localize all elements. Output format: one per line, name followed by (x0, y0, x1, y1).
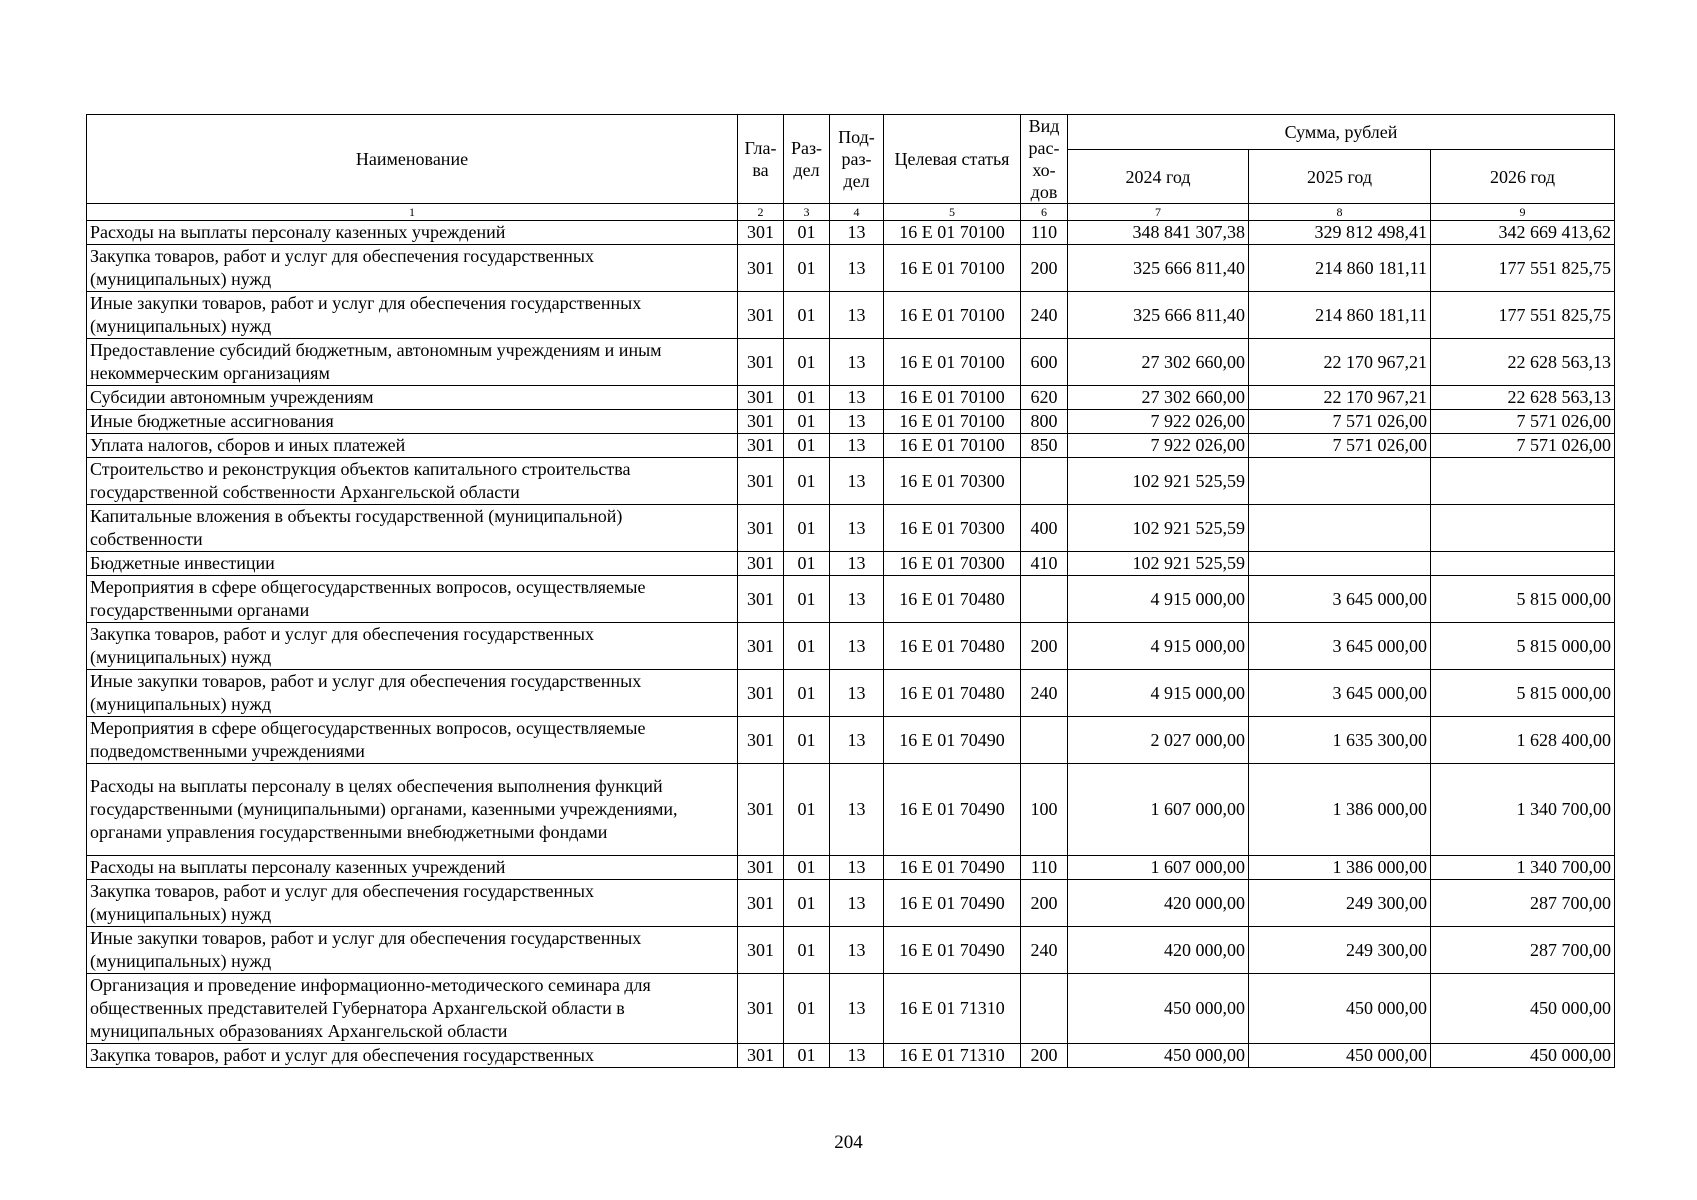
row-sum-2026: 177 551 825,75 (1431, 292, 1615, 339)
row-glava: 301 (738, 221, 784, 245)
row-name: Закупка товаров, работ и услуг для обеспечения государственных (муниципальных) нужд (87, 880, 738, 927)
row-name: Капитальные вложения в объекты государственной (муниципальной) собственности (87, 505, 738, 552)
column-number: 3 (784, 204, 830, 221)
row-tselevaya-statya: 16 Е 01 71310 (884, 1044, 1021, 1068)
header-year-2026: 2026 год (1431, 150, 1615, 204)
row-glava: 301 (738, 552, 784, 576)
row-razdel: 01 (784, 458, 830, 505)
row-glava: 301 (738, 974, 784, 1044)
row-razdel: 01 (784, 880, 830, 927)
row-name: Организация и проведение информационно-методического семинара для общественных представителей Губернатора Архангельской области в муниципальных образованиях Архангельской области (87, 974, 738, 1044)
table-row (87, 245, 1615, 292)
row-name: Иные закупки товаров, работ и услуг для обеспечения государственных (муниципальных) нужд (87, 927, 738, 974)
row-podrazdel: 13 (830, 927, 884, 974)
column-number: 5 (884, 204, 1021, 221)
column-number: 2 (738, 204, 784, 221)
table-body (87, 221, 1615, 1068)
column-number: 1 (87, 204, 738, 221)
row-razdel: 01 (784, 505, 830, 552)
row-sum-2024: 325 666 811,40 (1068, 245, 1249, 292)
row-sum-2024: 450 000,00 (1068, 1044, 1249, 1068)
row-tselevaya-statya: 16 Е 01 70490 (884, 927, 1021, 974)
row-sum-2025: 450 000,00 (1249, 974, 1431, 1044)
row-tselevaya-statya: 16 Е 01 70480 (884, 670, 1021, 717)
row-glava: 301 (738, 410, 784, 434)
row-sum-2026: 5 815 000,00 (1431, 670, 1615, 717)
table-row (87, 717, 1615, 764)
row-tselevaya-statya: 16 Е 01 70480 (884, 576, 1021, 623)
row-sum-2025 (1249, 505, 1431, 552)
row-vid-rashodov: 410 (1021, 552, 1068, 576)
table-row (87, 292, 1615, 339)
row-tselevaya-statya: 16 Е 01 70100 (884, 410, 1021, 434)
row-tselevaya-statya: 16 Е 01 70300 (884, 458, 1021, 505)
row-sum-2025: 7 571 026,00 (1249, 434, 1431, 458)
row-sum-2024: 325 666 811,40 (1068, 292, 1249, 339)
row-sum-2025: 22 170 967,21 (1249, 386, 1431, 410)
row-vid-rashodov: 240 (1021, 670, 1068, 717)
row-vid-rashodov (1021, 717, 1068, 764)
row-glava: 301 (738, 386, 784, 410)
row-podrazdel: 13 (830, 880, 884, 927)
row-sum-2024: 348 841 307,38 (1068, 221, 1249, 245)
row-sum-2026 (1431, 552, 1615, 576)
table-row (87, 856, 1615, 880)
row-sum-2024: 7 922 026,00 (1068, 410, 1249, 434)
row-podrazdel: 13 (830, 717, 884, 764)
row-podrazdel: 13 (830, 974, 884, 1044)
row-vid-rashodov: 620 (1021, 386, 1068, 410)
row-sum-2025: 329 812 498,41 (1249, 221, 1431, 245)
row-podrazdel: 13 (830, 764, 884, 856)
row-tselevaya-statya: 16 Е 01 70100 (884, 386, 1021, 410)
row-podrazdel: 13 (830, 434, 884, 458)
row-tselevaya-statya: 16 Е 01 70100 (884, 245, 1021, 292)
row-name: Субсидии автономным учреждениям (87, 386, 738, 410)
row-sum-2026: 7 571 026,00 (1431, 410, 1615, 434)
row-sum-2024: 102 921 525,59 (1068, 458, 1249, 505)
table-row (87, 552, 1615, 576)
row-name: Закупка товаров, работ и услуг для обеспечения государственных (муниципальных) нужд (87, 623, 738, 670)
row-tselevaya-statya: 16 Е 01 70100 (884, 339, 1021, 386)
row-razdel: 01 (784, 856, 830, 880)
table-row (87, 1044, 1615, 1068)
row-vid-rashodov: 240 (1021, 927, 1068, 974)
row-razdel: 01 (784, 221, 830, 245)
row-sum-2025: 3 645 000,00 (1249, 670, 1431, 717)
row-sum-2025: 1 635 300,00 (1249, 717, 1431, 764)
row-vid-rashodov: 110 (1021, 856, 1068, 880)
header-razdel: Раз-дел (784, 115, 830, 204)
row-podrazdel: 13 (830, 221, 884, 245)
row-sum-2026: 5 815 000,00 (1431, 576, 1615, 623)
row-glava: 301 (738, 245, 784, 292)
row-razdel: 01 (784, 434, 830, 458)
row-tselevaya-statya: 16 Е 01 70100 (884, 434, 1021, 458)
row-glava: 301 (738, 856, 784, 880)
row-sum-2025: 1 386 000,00 (1249, 856, 1431, 880)
row-sum-2024: 4 915 000,00 (1068, 670, 1249, 717)
table-row (87, 764, 1615, 856)
row-tselevaya-statya: 16 Е 01 70300 (884, 505, 1021, 552)
row-podrazdel: 13 (830, 1044, 884, 1068)
row-glava: 301 (738, 505, 784, 552)
row-vid-rashodov: 850 (1021, 434, 1068, 458)
row-podrazdel: 13 (830, 292, 884, 339)
header-podrazdel: Под-раз-дел (830, 115, 884, 204)
row-vid-rashodov: 200 (1021, 880, 1068, 927)
row-name: Расходы на выплаты персоналу казенных учреждений (87, 856, 738, 880)
row-sum-2025: 1 386 000,00 (1249, 764, 1431, 856)
column-number: 7 (1068, 204, 1249, 221)
row-sum-2024: 27 302 660,00 (1068, 386, 1249, 410)
row-razdel: 01 (784, 764, 830, 856)
row-razdel: 01 (784, 410, 830, 434)
row-glava: 301 (738, 717, 784, 764)
row-razdel: 01 (784, 386, 830, 410)
row-sum-2026: 287 700,00 (1431, 927, 1615, 974)
header-name: Наименование (87, 115, 738, 204)
row-podrazdel: 13 (830, 386, 884, 410)
row-podrazdel: 13 (830, 552, 884, 576)
table-row (87, 880, 1615, 927)
row-razdel: 01 (784, 927, 830, 974)
row-sum-2025: 450 000,00 (1249, 1044, 1431, 1068)
row-vid-rashodov (1021, 974, 1068, 1044)
row-tselevaya-statya: 16 Е 01 70100 (884, 221, 1021, 245)
row-glava: 301 (738, 670, 784, 717)
table-row (87, 670, 1615, 717)
row-tselevaya-statya: 16 Е 01 70100 (884, 292, 1021, 339)
row-sum-2026: 1 340 700,00 (1431, 856, 1615, 880)
row-vid-rashodov: 100 (1021, 764, 1068, 856)
row-sum-2025: 214 860 181,11 (1249, 245, 1431, 292)
row-glava: 301 (738, 292, 784, 339)
row-razdel: 01 (784, 623, 830, 670)
row-sum-2026: 342 669 413,62 (1431, 221, 1615, 245)
row-sum-2026: 177 551 825,75 (1431, 245, 1615, 292)
row-name: Закупка товаров, работ и услуг для обеспечения государственных (муниципальных) нужд (87, 245, 738, 292)
table-row (87, 221, 1615, 245)
row-podrazdel: 13 (830, 576, 884, 623)
row-name: Иные закупки товаров, работ и услуг для обеспечения государственных (муниципальных) нужд (87, 670, 738, 717)
row-podrazdel: 13 (830, 623, 884, 670)
row-razdel: 01 (784, 292, 830, 339)
row-podrazdel: 13 (830, 245, 884, 292)
row-vid-rashodov: 400 (1021, 505, 1068, 552)
row-podrazdel: 13 (830, 339, 884, 386)
row-vid-rashodov: 200 (1021, 1044, 1068, 1068)
row-sum-2024: 7 922 026,00 (1068, 434, 1249, 458)
row-sum-2026: 5 815 000,00 (1431, 623, 1615, 670)
row-name: Строительство и реконструкция объектов капитального строительства государственной собственности Архангельской области (87, 458, 738, 505)
table-row (87, 339, 1615, 386)
row-name: Бюджетные инвестиции (87, 552, 738, 576)
row-sum-2024: 2 027 000,00 (1068, 717, 1249, 764)
row-sum-2024: 102 921 525,59 (1068, 552, 1249, 576)
row-glava: 301 (738, 434, 784, 458)
row-razdel: 01 (784, 1044, 830, 1068)
row-sum-2025: 22 170 967,21 (1249, 339, 1431, 386)
row-name: Мероприятия в сфере общегосударственных вопросов, осуществляемые подведомственными учреждениями (87, 717, 738, 764)
row-sum-2025: 7 571 026,00 (1249, 410, 1431, 434)
row-sum-2026: 1 628 400,00 (1431, 717, 1615, 764)
row-vid-rashodov: 240 (1021, 292, 1068, 339)
table-row (87, 927, 1615, 974)
row-sum-2025: 3 645 000,00 (1249, 576, 1431, 623)
row-sum-2024: 420 000,00 (1068, 927, 1249, 974)
column-number: 8 (1249, 204, 1431, 221)
table-row (87, 410, 1615, 434)
row-sum-2026: 450 000,00 (1431, 1044, 1615, 1068)
table-row (87, 974, 1615, 1044)
row-name: Уплата налогов, сборов и иных платежей (87, 434, 738, 458)
row-razdel: 01 (784, 717, 830, 764)
row-glava: 301 (738, 880, 784, 927)
row-podrazdel: 13 (830, 856, 884, 880)
row-podrazdel: 13 (830, 505, 884, 552)
row-sum-2025: 214 860 181,11 (1249, 292, 1431, 339)
header-vid-rashodov: Вид рас-хо-дов (1021, 115, 1068, 204)
row-sum-2026: 22 628 563,13 (1431, 386, 1615, 410)
row-vid-rashodov (1021, 576, 1068, 623)
header-glava: Гла-ва (738, 115, 784, 204)
row-vid-rashodov: 200 (1021, 245, 1068, 292)
row-sum-2026: 287 700,00 (1431, 880, 1615, 927)
row-sum-2026: 450 000,00 (1431, 974, 1615, 1044)
header-year-2025: 2025 год (1249, 150, 1431, 204)
row-sum-2026 (1431, 458, 1615, 505)
row-razdel: 01 (784, 245, 830, 292)
row-podrazdel: 13 (830, 670, 884, 717)
row-name: Иные бюджетные ассигнования (87, 410, 738, 434)
row-vid-rashodov: 600 (1021, 339, 1068, 386)
header-year-2024: 2024 год (1068, 150, 1249, 204)
row-sum-2025: 249 300,00 (1249, 927, 1431, 974)
row-razdel: 01 (784, 670, 830, 717)
row-name: Предоставление субсидий бюджетным, автономным учреждениям и иным некоммерческим организациям (87, 339, 738, 386)
row-sum-2026: 7 571 026,00 (1431, 434, 1615, 458)
row-glava: 301 (738, 764, 784, 856)
row-name: Мероприятия в сфере общегосударственных вопросов, осуществляемые государственными органами (87, 576, 738, 623)
row-vid-rashodov: 200 (1021, 623, 1068, 670)
row-razdel: 01 (784, 576, 830, 623)
table-row (87, 505, 1615, 552)
row-name: Иные закупки товаров, работ и услуг для обеспечения государственных (муниципальных) нужд (87, 292, 738, 339)
row-tselevaya-statya: 16 Е 01 70300 (884, 552, 1021, 576)
row-razdel: 01 (784, 339, 830, 386)
row-glava: 301 (738, 458, 784, 505)
row-sum-2024: 102 921 525,59 (1068, 505, 1249, 552)
table-row (87, 458, 1615, 505)
row-tselevaya-statya: 16 Е 01 70490 (884, 856, 1021, 880)
row-podrazdel: 13 (830, 458, 884, 505)
row-podrazdel: 13 (830, 410, 884, 434)
header-tselevaya-statya: Целевая статья (884, 115, 1021, 204)
row-glava: 301 (738, 927, 784, 974)
row-sum-2024: 4 915 000,00 (1068, 576, 1249, 623)
row-tselevaya-statya: 16 Е 01 71310 (884, 974, 1021, 1044)
row-tselevaya-statya: 16 Е 01 70480 (884, 623, 1021, 670)
column-number-row (87, 204, 1615, 221)
row-name: Закупка товаров, работ и услуг для обеспечения государственных (87, 1044, 738, 1068)
row-glava: 301 (738, 1044, 784, 1068)
row-glava: 301 (738, 576, 784, 623)
row-sum-2024: 4 915 000,00 (1068, 623, 1249, 670)
row-razdel: 01 (784, 974, 830, 1044)
row-sum-2024: 1 607 000,00 (1068, 764, 1249, 856)
row-sum-2026: 22 628 563,13 (1431, 339, 1615, 386)
row-sum-2025: 3 645 000,00 (1249, 623, 1431, 670)
row-name: Расходы на выплаты персоналу казенных учреждений (87, 221, 738, 245)
row-sum-2024: 450 000,00 (1068, 974, 1249, 1044)
budget-table (86, 114, 1615, 1068)
row-tselevaya-statya: 16 Е 01 70490 (884, 717, 1021, 764)
row-tselevaya-statya: 16 Е 01 70490 (884, 764, 1021, 856)
row-glava: 301 (738, 623, 784, 670)
row-sum-2025 (1249, 552, 1431, 576)
row-sum-2024: 27 302 660,00 (1068, 339, 1249, 386)
row-name: Расходы на выплаты персоналу в целях обеспечения выполнения функций государственными (муниципальными) органами, казенными учреждениями, органами управления государственными внебюджетными фондами (87, 764, 738, 856)
row-sum-2024: 420 000,00 (1068, 880, 1249, 927)
row-sum-2026: 1 340 700,00 (1431, 764, 1615, 856)
table-row (87, 434, 1615, 458)
row-vid-rashodov (1021, 458, 1068, 505)
row-razdel: 01 (784, 552, 830, 576)
row-sum-2025 (1249, 458, 1431, 505)
row-sum-2025: 249 300,00 (1249, 880, 1431, 927)
row-vid-rashodov: 800 (1021, 410, 1068, 434)
table-row (87, 576, 1615, 623)
page-number: 204 (834, 1132, 863, 1153)
row-tselevaya-statya: 16 Е 01 70490 (884, 880, 1021, 927)
row-glava: 301 (738, 339, 784, 386)
column-number: 4 (830, 204, 884, 221)
row-sum-2024: 1 607 000,00 (1068, 856, 1249, 880)
header-summa: Сумма, рублей (1068, 115, 1615, 150)
column-number: 6 (1021, 204, 1068, 221)
table-row (87, 623, 1615, 670)
column-number: 9 (1431, 204, 1615, 221)
row-sum-2026 (1431, 505, 1615, 552)
table-row (87, 386, 1615, 410)
row-vid-rashodov: 110 (1021, 221, 1068, 245)
table-header (87, 115, 1615, 221)
